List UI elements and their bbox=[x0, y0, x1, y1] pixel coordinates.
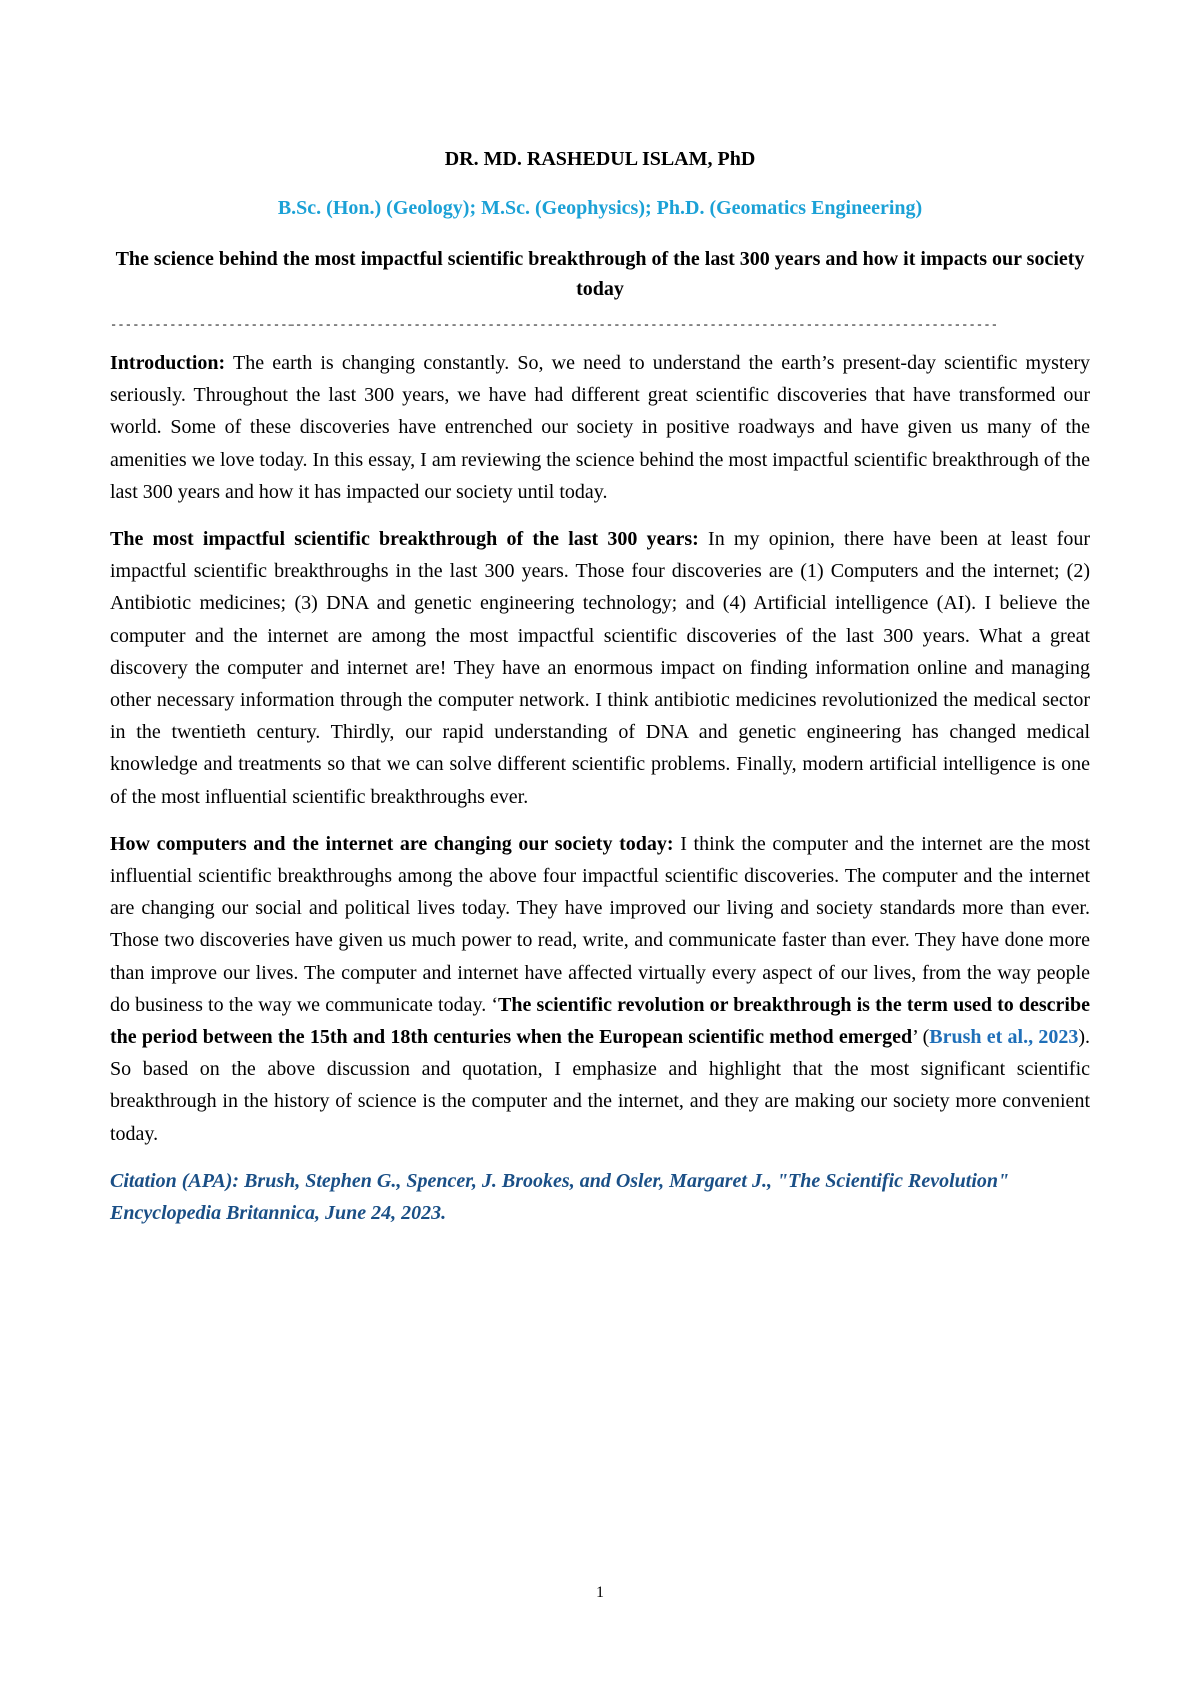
breakthrough-heading: The most impactful scientific breakthrough of the last 300 years: bbox=[110, 528, 699, 551]
introduction-heading: Introduction: bbox=[110, 352, 226, 374]
separator-line: ------------------------–----------------------------------------------------------------------------------------------- bbox=[110, 318, 999, 332]
quotation: The scientific revolution or breakthrough is the term used to describe the period between the 15th and 18th centuries when the European scientific method emerged bbox=[110, 993, 1090, 1049]
breakthrough-text: In my opinion, there have been at least four impactful scientific breakthroughs in the last 300 years. Those four discoveries are (1) Computers and the internet; (2) Antibiotic medicines; (3) DNA and genetic engineering technology; and (4) Artificial intelligence (AI). I believe the computer and the internet are among the most impactful scientific discoveries of the last 300 years. What a great discovery the computer and internet are! They have an enormous impact on finding information online and managing other necessary information through the computer network. I think antibiotic medicines revolutionized the medical sector in the twentieth century. Thirdly, our rapid understanding of DNA and genetic engineering has changed medical knowledge and treatments so that we can solve different scientific problems. Finally, modern artificial intelligence is one of the most influential scientific breakthroughs ever. bbox=[110, 528, 1091, 808]
essay-body bbox=[110, 347, 1090, 1244]
computers-tail-text: ). So based on the above discussion and quotation, I emphasize and highlight that the most significant scientific breakthrough in the history of science is the computer and the internet, and they are making our society more convenient today. bbox=[110, 1026, 1091, 1145]
paragraph-computers bbox=[110, 828, 1090, 1150]
computers-heading: How computers and the internet are changing our society today: bbox=[110, 832, 674, 855]
quotation-close: ’ ( bbox=[912, 1026, 930, 1049]
introduction-text: The earth is changing constantly. So, we need to understand the earth’s present-day scientific mystery seriously. Throughout the last 300 years, we have had different great scientific discoveries that have transformed our world. Some of these discoveries have entrenched our society in positive roadways and have given us many of the amenities we love today. In this essay, I am reviewing the science behind the most impactful scientific breakthrough of the last 300 years and how it has impacted our society until today. bbox=[110, 352, 1090, 503]
essay-title: The science behind the most impactful scientific breakthrough of the last 300 years and how it impacts our society today bbox=[115, 248, 1085, 300]
page-number: 1 bbox=[596, 1584, 604, 1601]
reference-link[interactable]: Brush et al., 2023 bbox=[929, 1026, 1079, 1049]
paragraph-introduction bbox=[110, 347, 1090, 508]
computers-text: I think the computer and the internet are the most influential scientific breakthroughs among the above four impactful scientific discoveries. The computer and the internet are changing our social and political lives today. They have improved our living and society standards more than ever. Those two discoveries have given us much power to read, write, and communicate faster than ever. They have done more than improve our lives. The computer and internet have affected virtually every aspect of our lives, from the way people do business to the way we communicate today. ‘ bbox=[110, 832, 1091, 1016]
paragraph-breakthrough bbox=[110, 523, 1090, 813]
author-degrees: B.Sc. (Hon.) (Geology); M.Sc. (Geophysics); Ph.D. (Geomatics Engineering) bbox=[277, 197, 923, 219]
author-name: DR. MD. RASHEDUL ISLAM, PhD bbox=[444, 148, 756, 170]
citation: Citation (APA): Brush, Stephen G., Spencer, J. Brookes, and Osler, Margaret J., "The Scientific Revolution" Encyclopedia Britannica, June 24, 2023. bbox=[110, 1169, 1010, 1224]
